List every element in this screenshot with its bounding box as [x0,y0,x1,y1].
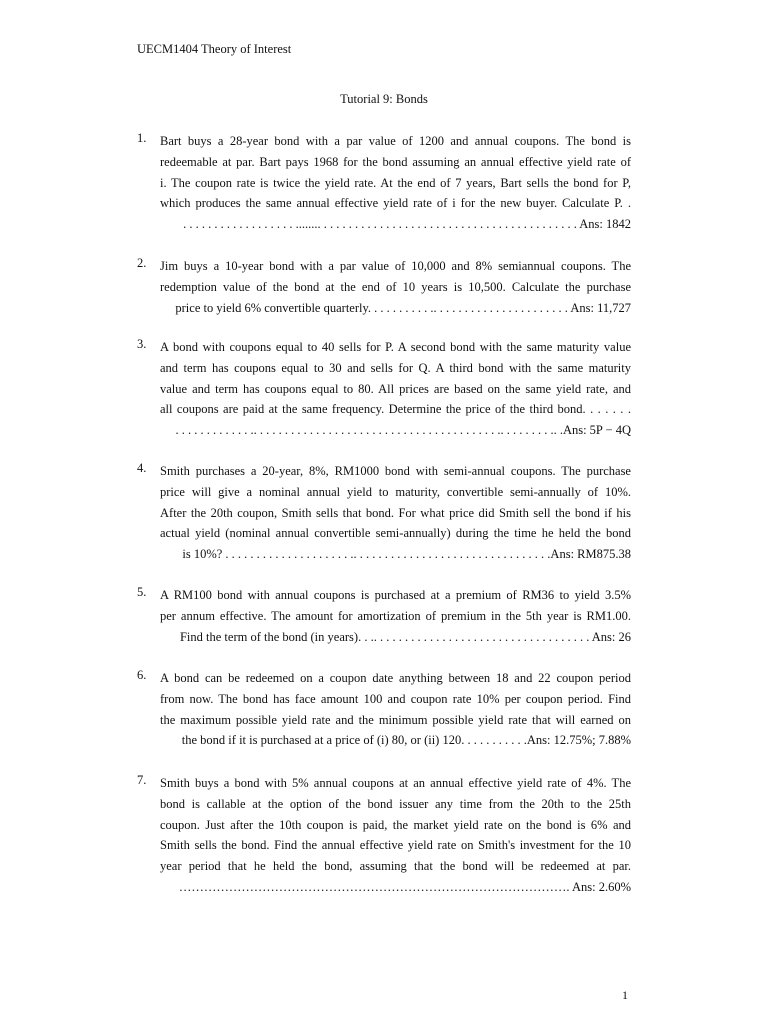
question-number: 5. [137,585,147,599]
question-line: Smith purchases a 20-year, 8%, RM1000 bond with semi-annual coupons. The purchase [160,464,631,478]
question-number: 4. [137,461,147,475]
question-line: After the 20th coupon, Smith sells that bond. For what price did Smith sell the bond if his [160,505,631,520]
question-line: Smith buys a bond with 5% annual coupons at an annual effective yield rate of 4%. The [160,776,631,790]
question-number: 6. [137,668,147,682]
question-1 [137,131,631,235]
question-number: 1. [137,131,147,145]
answer-line: . . . . . . . . . . . . .. . . . . . . . . . . . . . . . . . . . . . . . . . . . . . . . . . . . . . . .. . . . . . . . .. .Ans: 5P − 4Q [175,423,631,438]
question-4 [137,461,631,565]
question-5 [137,585,631,647]
question-line: which produces the same annual effective yield rate of i for the new buyer. Calculate P. . [160,196,631,211]
tutorial-title: Tutorial 9: Bonds [340,92,428,106]
question-line: coupon. Just after the 10th coupon is paid, the market yield rate on the bond is 6% and [160,817,631,832]
answer-line: price to yield 6% convertible quarterly. . . . . . . . . . .. . . . . . . . . . . . . . . . . . . . . . Ans: 11,727 [175,300,631,315]
question-line: actual yield (nominal annual convertible semi-annually) during the time he held the bond [160,526,631,541]
question-number: 2. [137,256,147,270]
question-3 [137,337,631,441]
question-number: 7. [137,773,147,787]
question-line: Jim buys a 10-year bond with a par value of 10,000 and 8% semiannual coupons. The [160,259,631,273]
question-line: year period that he held the bond, assuming that the bond will be redeemed at par. [160,859,631,874]
page-number: 1 [622,988,628,1002]
question-line: per annum effective. The amount for amortization of premium in the 5th year is RM1.00. [160,608,631,623]
question-line: Smith sells the bond. Find the annual effective yield rate on Smith's investment for the 10 [160,838,631,853]
question-line: A bond can be redeemed on a coupon date anything between 18 and 22 coupon period [160,671,631,685]
question-line: Bart buys a 28-year bond with a par value of 1200 and annual coupons. The bond is [160,134,631,148]
answer-line: is 10%? . . . . . . . . . . . . . . . . . . . . .. . . . . . . . . . . . . . . . . . . . . . . . . . . . . . . .Ans: RM875.38 [182,547,631,562]
question-7 [137,773,631,898]
question-line: the maximum possible yield rate and the minimum possible yield rate that will earned on [160,712,631,727]
question-number: 3. [137,337,147,351]
answer-line: Find the term of the bond (in years). . .. . . . . . . . . . . . . . . . . . . . . . . . . . . . . . . . . . . Ans: 26 [179,629,631,644]
question-2 [137,256,631,318]
question-6 [137,668,631,751]
question-line: and term has coupons equal to 30 and sells for Q. A third bond with the same maturity [160,360,631,375]
question-line: all coupons are paid at the same frequency. Determine the price of the third bond. . . . . . . [160,402,631,417]
question-line: i. The coupon rate is twice the yield rate. At the end of 7 years, Bart sells the bond for P, [160,175,631,190]
question-line: bond is callable at the option of the bond issuer any time from the 20th to the 25th [160,796,631,811]
answer-line: . . . . . . . . . . . . . . . . . . ........ . . . . . . . . . . . . . . . . . . . . . . . . . . . . . . . . . . . . . . . . . Ans: 1842 [183,217,631,232]
question-line: value and term has coupons equal to 80. All prices are based on the same yield rate, and [160,381,631,396]
question-line: A bond with coupons equal to 40 sells for P. A second bond with the same maturity value [160,340,631,354]
question-line: price will give a nominal annual yield to maturity, convertible semi-annually of 10%. [160,484,631,499]
question-line: from now. The bond has face amount 100 and coupon rate 10% per coupon period. Find [160,691,631,706]
question-line: redeemable at par. Bart pays 1968 for the bond assuming an annual effective yield rate of [160,154,631,169]
answer-line: the bond if it is purchased at a price of (i) 80, or (ii) 120. . . . . . . . . . .Ans: 12.75%; 7.88% [181,733,631,748]
question-line: redemption value of the bond at the end of 10 years is 10,500. Calculate the purchase [160,279,631,294]
question-line: A RM100 bond with annual coupons is purchased at a premium of RM36 to yield 3.5% [160,588,631,602]
answer-line: …………………………………………………………………………………. Ans: 2.60% [178,879,631,894]
course-header: UECM1404 Theory of Interest [137,42,292,56]
